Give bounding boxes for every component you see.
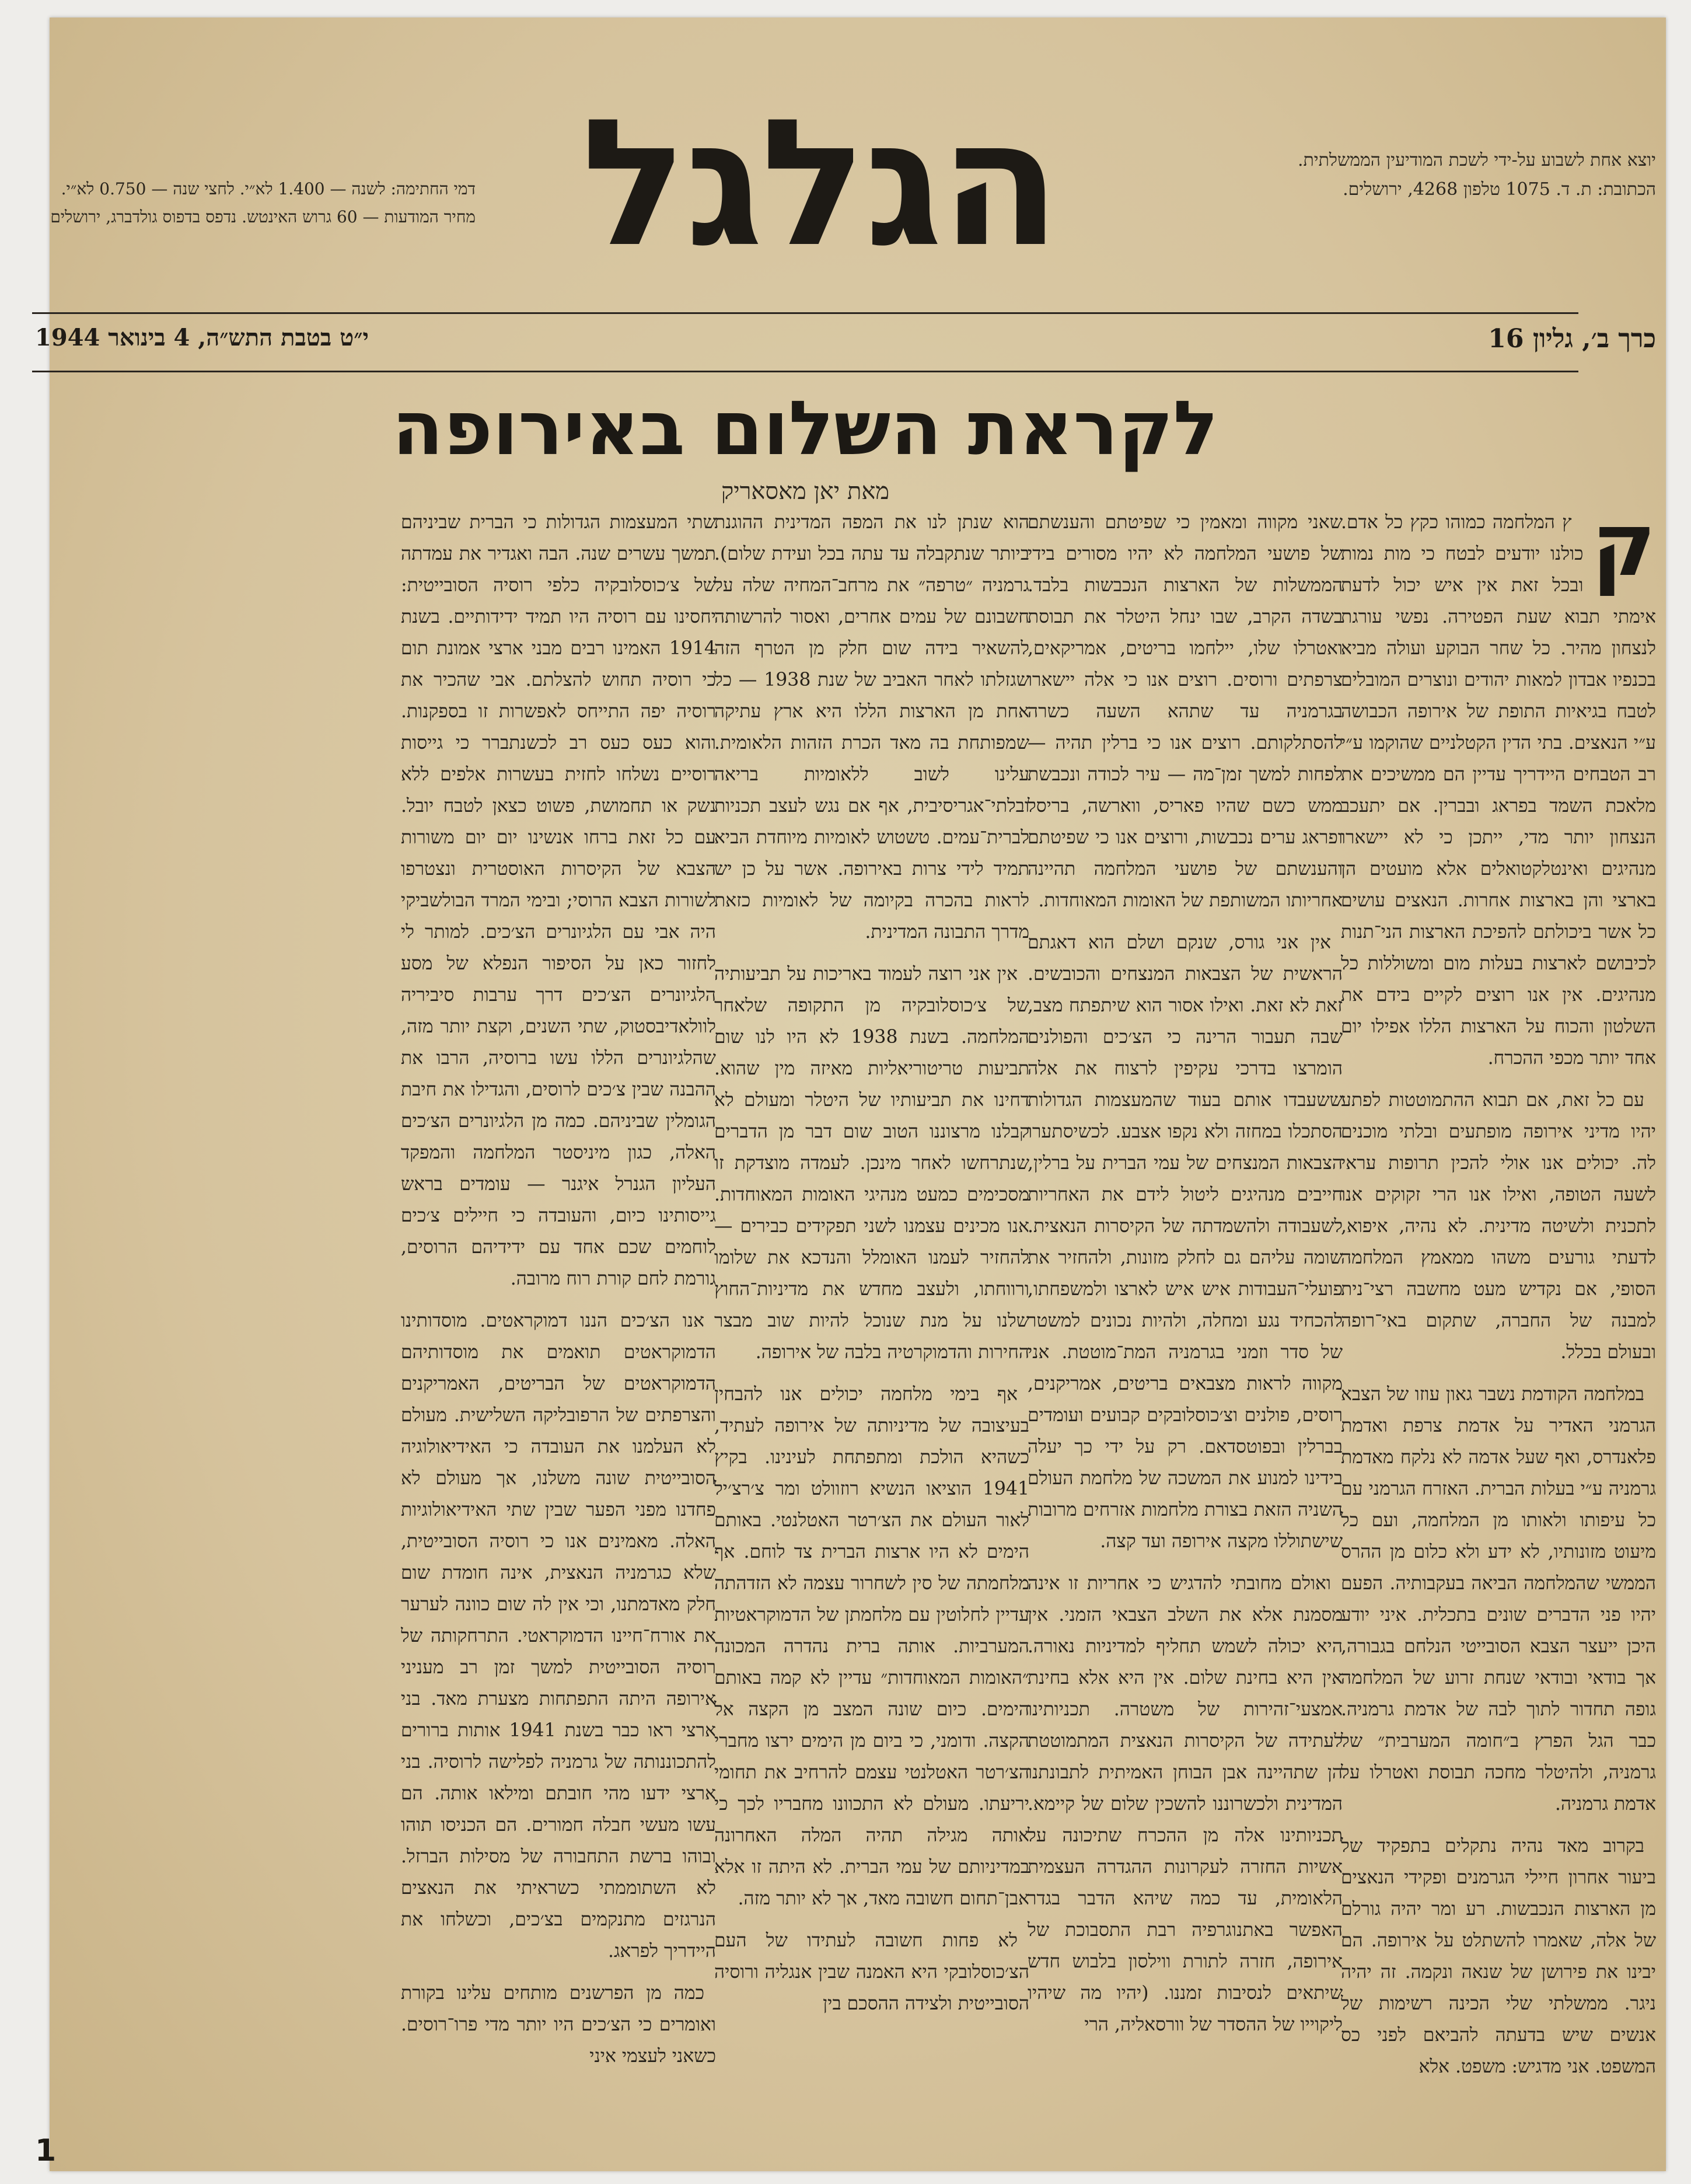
- article-headline: לקראת השלום באירופה: [392, 385, 1219, 472]
- subscription-info: דמי החתימה: לשנה — 1.400 לא״י. לחצי שנה — 0.750 לא״י. מחיר המודעות — 60 גרוש האינטש. נדפס בדפוס גולדברג, ירושלים: [50, 179, 476, 226]
- publisher-info: יוצא אחת לשבוע על-ידי לשכת המודיעין הממשלתית. הכתובת: ת. ד. 1075 טלפון 4268, ירושלים.: [1297, 150, 1656, 200]
- paragraph: שתי המעצמות הגדולות כי הברית שביניהם תמשך עשרים שנה. הבה ואגדיר את עמדתה של צ׳כוסלובקיה כלפי רוסיה הסובייטית: יחסינו עם רוסיה היו תמיד ידידותיים. בשנת 1914 האמינו רבים מבני ארצי אמונת תום כי רוסיה תחוש להצלתם. אבי שהכיר את רוסיה יפה התייחס לאפשרות זו בספקנות. והוא כעס כעס רב לכשנתברר כי גייסות רוסיים נשלחו לחזית בעשרות אלפים ללא נשק או תחמושת, פשוט כצאן לטבח יובל. עם כל זאת ברחו אנשינו יום יום משורות הצבא של הקיסרות האוסטרית ונצטרפו לשורות הצבא הרוסי; ובימי המרד הבולשביקי היה אבי עם הלגיונרים הצ׳כים. למותר לי לחזור כאן על הסיפור הנפלא של מסע הלגיונרים הצ׳כים דרך ערבות סיביריה לוולאדיבסטוק, שתי השנים, וקצת יותר מזה, שהלגיונרים הללו עשו ברוסיה, הרבו את ההבנה שבין צ׳כים לרוסים, והגדילו את חיבת הגומלין שביניהם. כמה מן הלגיונרים הצ׳כים האלה, כגון מיניסטר המלחמה והמפקד העליון הגנרל איגנר — עומדים בראש גייסותינו כיום, והעובדה כי חיילים צ׳כים לוחמים שכם אחד עם ידידיהם הרוסים, גורמת לחם קורת רוח מרובה.: [401, 512, 716, 1289]
- paragraph: שאני מקווה ומאמין כי שפיטתם והענשתם של פושעי המלחמה לא יהיו מסורים בידי הממשלות של הארצות הנכבשות בלבד. בשדה הקרב, שבו ינחל היטלר את תבוסת ואטרלו שלו, יילחמו בריטים, אמריקאים, צרפתים ורוסים. רוצים אנו כי אלה יישארו בגרמניה עד שתהא השעה כשרה להסתלקותם. רוצים אנו כי ברלין תהיה — לפחות למשך זמן־מה — עיר לכודה ונכבשת ממש כשם שהיו פאריס, ווארשה, בריסל ופראג ערים נכבשות, ורוצים אנו כי שפיטתם והענשתם של פושעי המלחמה תהיינה אחריותו המשותפת של האומות המאוחדות.: [1028, 512, 1343, 911]
- paragraph: במלחמה הקודמת נשבר גאון עוזו של הצבא הגרמני האדיר על אדמת צרפת ואדמת פלאנדרס, ואף שעל אדמה לא נלקח מאדמת גרמניה ע״י בעלות הברית. האזרח הגרמני עם כל עיפותו ולאותו מן המלחמה, ועם כל מיעוט מזונותיו, לא ידע ולא כלום מן ההרס הממשי שהמלחמה הביאה בעקבותיה. הפעם יהיו פני הדברים שונים בתכלית. איני יודע היכן ייעצר הצבא הסובייטי הנלחם בגבורה, אך בודאי ובודאי שנחת זרוע של המלחמה גופה תחדור לתוך לבה של אדמת גרמניה. כבר הגל הפרץ ב״חומה המערבית״ של גרמניה, ולהיטלר מחכה תבוסת ואטרלו על אדמת גרמניה.: [1341, 1384, 1656, 1815]
- page-number: 1: [35, 2133, 57, 2168]
- paragraph: הוא שנתן לנו את המפה המדינית ההוגנת ביותר שנתקבלה עד עתה בכל ועידת שלום). גרמניה ״טרפה״ את מרחב־המחיה שלה על חשבונם של עמים אחרים, ואסור להרשותה להשאיר בידה שום חלק מן הטרף הזה שגזלתו לאחר האביב של שנת 1938 — כל אחת מן הארצות הללו היא ארץ עתיקה שמפותחת בה מאד הכרת הזהות הלאומית. עלינו לשוב ללאומיות בריאה ובלתי־אגריסיבית, אף אם נגש לעצב תכניות לברית־עמים. טשטוש לאומיות מיוחדת הביא תמיד לידי צרות באירופה. אשר על כן יש לראות בהכרה בקיומה של לאומיות כזאת מדרך התבונה המדינית.: [714, 512, 1029, 943]
- article-column-2: [1028, 507, 1343, 2141]
- drop-cap: ק: [1591, 507, 1656, 596]
- top-rule: [32, 312, 1578, 314]
- paragraph: ץ המלחמה כמוהו כקץ כל אדם. כולנו יודעים לבטח כי מות נמות ובכל זאת אין איש יכול לדעת אימתי תבוא שעת הפטירה. נפשי עורגת לנצחון מהיר. כל שחר הבוקע ועולה מביא בכנפיו אבדון למאות יהודים ונוצרים המובלים לטבח בגיאיות התופת של אירופה הכבושה ע״י הנאצים. בתי הדין הקטלניים שהוקמו ע״י רב הטבחים היידריך עדיין הם ממשיכים את מלאכת השמד בפראג ובברין. אם יתעכב הנצחון יותר מדי, ייתכן כי לא יישארו מנהיגים ואינטלקטואלים אלא מועטים הן בארצי והן בארצות אחרות. הנאצים עושים כל אשר ביכולתם להפיכת הארצות הני־תנות לכיבושם לארצות בעלות מום ומשוללות כל מנהיגים. אין אנו רוצים לקיים בידם את השלטון והכוח על הארצות הללו אפילו יום אחד יותר מכפי ההכרח.: [1341, 512, 1656, 1069]
- paragraph: אף בימי מלחמה יכולים אנו להבחין בעיצובה של מדיניותה של אירופה לעתיד, כשהיא הולכת ומתפתחת לעינינו. בקיץ 1941 הוציאו הנשיא רוזוולט ומר צ׳רצ׳יל לאור העולם את הצ׳רטר האטלנטי. באותם הימים לא היו ארצות הברית צד לוחם. אף מלחמתה של סין לשחרור עצמה לא הזדהתה עדיין לחלוטין עם מלחמתן של הדמוקראטיות המערביות. אותה ברית נהדרה המכונה ״האומות המאוחדות״ עדיין לא קמה באותם הימים. כיום שונה המצב מן הקצה אל הקצה. ודומני, כי ביום מן הימים ירצו מחברי הצ׳רטר האטלנטי עצמם להרחיב את תחומי יריעתו. מעולם לא התכוונו מחבריו לכך כי אותה מגילה תהיה המלה האחרונה במדיניותם של עמי הברית. לא היתה זו אלא אבן־תחום חשובה מאד, אך לא יותר מזה.: [714, 1384, 1029, 1909]
- issue-date: י״ט בטבת התש״ה, 4 בינואר 1944: [35, 324, 369, 351]
- paragraph: אין אני גורס, שנקם ושלם הוא דאגתם הראשית של הצבאות המנצחים והכובשים. זאת לא זאת. ואילו אסור הוא שיתפתח מצב, שבה תעבור הרינה כי הצ׳כים והפולנים הומרצו בדרכי עקיפין לרצוח את אלה ששעבדו אותם בעוד שהמעצמות הגדולות הסתכלו במחזה ולא נקפו אצבע. לכשיסתערו הצבאות המנצחים של עמי הברית על ברלין, חייבים מנהיגים ליטול לידם את האחריות לשעבודה ולהשמדתה של הקיסרות הנאצית. שומה עליהם גם לחלק מזונות, ולהחזיר את פועלי־העבודות איש איש לארצו ולמשפחתו, להכחיד נגע ומחלה, ולהיות נכונים למשטר של סדר וזמני בגרמניה המת־מוטטת. אני מקווה לראות מצבאים בריטים, אמריקנים, רוסים, פולנים וצ׳כוסלובקים קבועים ועומדים בברלין ובפוטסדאם. רק על ידי כך יעלה בידינו למנוע את המשכה של מלחמת העולם השניה הזאת בצורת מלחמות אזרחים מרובות שישתוללו מקצה אירופה ועד קצה.: [1028, 932, 1343, 1552]
- volume-issue: כרך ב׳, גליון 16: [1488, 324, 1656, 354]
- article-column-4: [401, 507, 716, 2141]
- paragraph: עם כל זאת, אם תבוא ההתמוטטות לפתע יהיו מדיני אירופה מופתעים ובלתי מוכנים לה. יכולים אנו אולי להכין תרופות עראי לשעה הטופה, ואילו אנו הרי זקוקים אנו לתכנית ולשיטה מדינית. לא נהיה, איפוא, לדעתי גורעים משהו ממאמץ המלחמה הסופי, אם נקדיש מעט מחשבה רצי־נית למבנה של החברה, שתקום באי־רופה ובעולם בכלל.: [1341, 1090, 1656, 1363]
- article-column-3: [714, 507, 1029, 2141]
- paragraph: ואולם מחובתי להדגיש כי אחריות זו אינה מסמנת אלא את השלב הצבאי הזמני. אין היא יכולה לשמש תחליף למדיניות נאורה. אין היא בחינת שלום. אין היא אלא בחינת אמצעי־זהירות של משטרה. תכניותינו לעתידה של הקיסרות הנאצית המתמוטטת הן שתהיינה אבן הבוחן האמיתית לתבונתנו המדינית ולכשרוננו להשכין שלום של קיימא. תכניותינו אלה מן ההכרח שתיכונה על אשיות החזרה לעקרונות ההגדרה העצמית הלאומית, עד כמה שיהא הדבר בגדר האפשר באתנוגרפיה רבת התסבוכת של אירופה, חזרה לתורת ווילסון בלבוש חדש שיתאים לנסיבות זמננו. (יהיו מה שיהיו ליקוייו של ההסדר של וורסאליה, הרי: [1028, 1573, 1343, 2035]
- paragraph: כמה מן הפרשנים מותחים עלינו בקורת ואומרים כי הצ׳כים היו יותר מדי פרו־רוסים. כשאני לעצמי איני: [401, 1983, 716, 2067]
- paragraph: אנו הצ׳כים הננו דמוקראטים. מוסדותינו הדמוקראטים תואמים את מוסדותיהם הדמוקראטים של הבריטים, האמריקנים והצרפתים של הרפובליקה השלישית. מעולם לא העלמנו את העובדה כי האידיאולוגיה הסובייטית שונה משלנו, אך מעולם לא פחדנו מפני הפער שבין שתי האידיאולוגיות האלה. מאמינים אנו כי רוסיה הסובייטית, שלא כגרמניה הנאצית, אינה חומדת שום חלק מאדמתנו, וכי אין לה שום כוונה לערער את אורח־חיינו הדמוקראטי. התרחקותה של רוסיה הסובייטית למשך זמן רב מעניני אירופה היתה התפתחות מצערת מאד. בני ארצי ראו כבר בשנת 1941 אותות ברורים להתכוננותה של גרמניה לפלישה לרוסיה. בני ארצי ידעו מהי חובתם ומילאו אותה. הם עשו מעשי חבלה חמורים. הם הכניסו תוהו ובוהו ברשת התחבורה של מסילות הברזל. לא השתוממתי כשראיתי את הנאצים הנרגזים מתנקמים בצ׳כים, וכשלחו את היידריך לפראג.: [401, 1310, 716, 1962]
- paragraph: לא פחות חשובה לעתידו של העם הצ׳כוסלובקי היא האמנה שבין אנגליה ורוסיה הסובייטית ולצידה ההסכם בין: [714, 1930, 1029, 2014]
- article-byline: מאת יאן מאסאריק: [721, 478, 890, 505]
- article-column-1: [1341, 507, 1656, 2141]
- masthead-title: הגלגל: [581, 82, 1058, 285]
- paragraph: אין אני רוצה לעמוד באריכות על תביעותיה של צ׳כוסלובקיה מן התקופה שלאחר המלחמה. בשנת 1938 לא היו לנו שום תביעות טריטוריאליות מאיזה מין שהוא. דחינו את תביעותיו של היטלר ומעולם לא קבלנו מרצוננו הטוב שום דבר מן הדברים שנתרחשו לאחר מינכן. לעמדה מוצדקת זו מסכימים כמעט מנהיגי האומות המאוחדות. אנו מכינים עצמנו לשני תפקידים כבירים — להחזיר לעמנו האומלל והנדכא את שלומו ורווחתו, ולעצב מחדש את מדיניות־החוץ שלנו על מנת שנוכל להיות שוב מבצר החירות והדמוקרטיה בלבה של אירופה.: [714, 964, 1029, 1363]
- bottom-rule: [32, 371, 1578, 372]
- paragraph: בקרוב מאד נהיה נתקלים בתפקיד של ביעור אחרון חיילי הגרמנים ופקידי הנאצים מן הארצות הנכבשות. רע ומר יהיה גורלם של אלה, שאמרו להשתלט על אירופה. הם יבינו את פירושן של שנאה ונקמה. זה יהיה ניגר. ממשלתי שלי הכינה רשימות של אנשים שיש בדעתה להביאם לפני כס המשפט. אני מדגיש: משפט. אלא: [1341, 1836, 1656, 2077]
